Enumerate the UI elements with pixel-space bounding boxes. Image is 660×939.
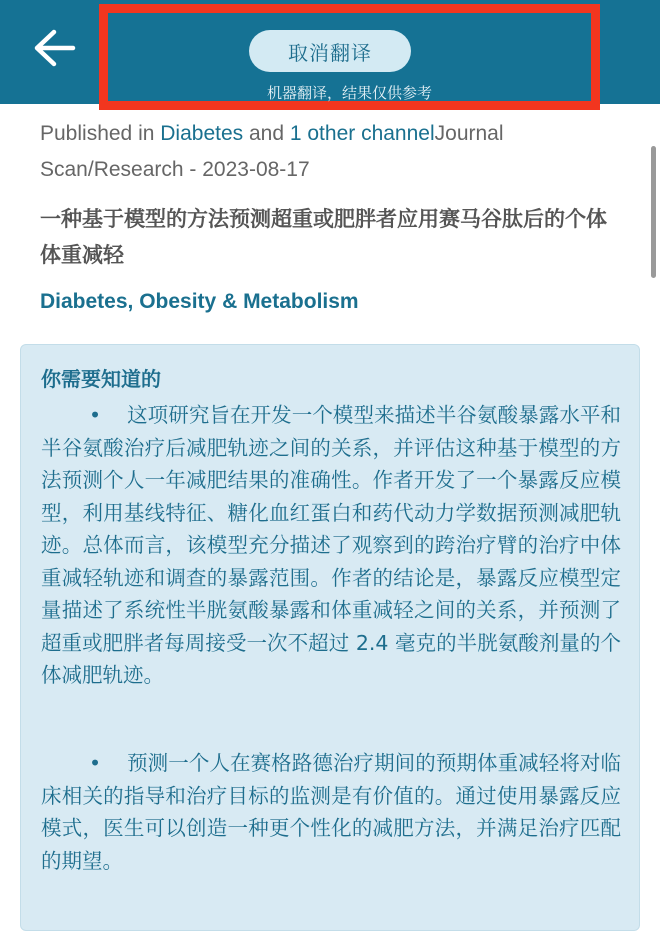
list-item xyxy=(41,747,621,877)
journal-link[interactable]: Diabetes, Obesity & Metabolism xyxy=(40,290,359,313)
channel-link-diabetes[interactable]: Diabetes xyxy=(160,122,244,145)
published-prefix: Published in xyxy=(40,122,161,145)
bullet-icon: • xyxy=(89,751,102,775)
other-channel-link[interactable]: 1 other channel xyxy=(289,122,435,145)
scrollbar[interactable] xyxy=(651,146,656,278)
machine-translation-note: 机器翻译，结果仅供参考 xyxy=(266,84,432,102)
article-title: 一种基于模型的方法预测超重或肥胖者应用赛马谷肽后的个体体重减轻 xyxy=(40,207,607,267)
translation-highlight-box xyxy=(99,4,600,110)
published-info xyxy=(40,116,610,188)
arrow-left-icon xyxy=(32,28,76,68)
and-text: and xyxy=(243,122,290,145)
bullet-text: 预测一个人在赛格路德治疗期间的预期体重减轻将对临床相关的指导和治疗目标的监测是有价值的。通过使用暴露反应模式，医生可以创造一种更个性化的减肥方法，并满足治疗匹配的期望。 xyxy=(41,751,621,873)
list-item xyxy=(41,399,621,692)
category-date: Journal Scan/Research - 2023-08-17 xyxy=(40,122,504,181)
top-bar xyxy=(0,0,660,104)
back-button[interactable] xyxy=(28,22,80,74)
cancel-translation-button[interactable]: 取消翻译 xyxy=(249,30,411,72)
bullet-icon: • xyxy=(89,403,102,427)
need-to-know-box xyxy=(20,344,640,931)
need-to-know-heading: 你需要知道的 xyxy=(41,367,161,391)
bullet-text: 这项研究旨在开发一个模型来描述半谷氨酸暴露水平和半谷氨酸治疗后减肥轨迹之间的关系，并评估这种基于模型的方法预测个人一年减肥结果的准确性。作者开发了一个暴露反应模型，利用基线特征、糖化血红蛋白和药代动力学数据预测减肥轨迹。总体而言，该模型充分描述了观察到的跨治疗臂的治疗中体重减轻轨迹和调查的暴露范围。作者的结论是，暴露反应模型定量描述了系统性半胱氨酸暴露和体重减轻之间的关系，并预测了超重或肥胖者每周接受一次不超过 2.4 毫克的半胱氨酸剂量的个体减肥轨迹。 xyxy=(41,403,621,687)
